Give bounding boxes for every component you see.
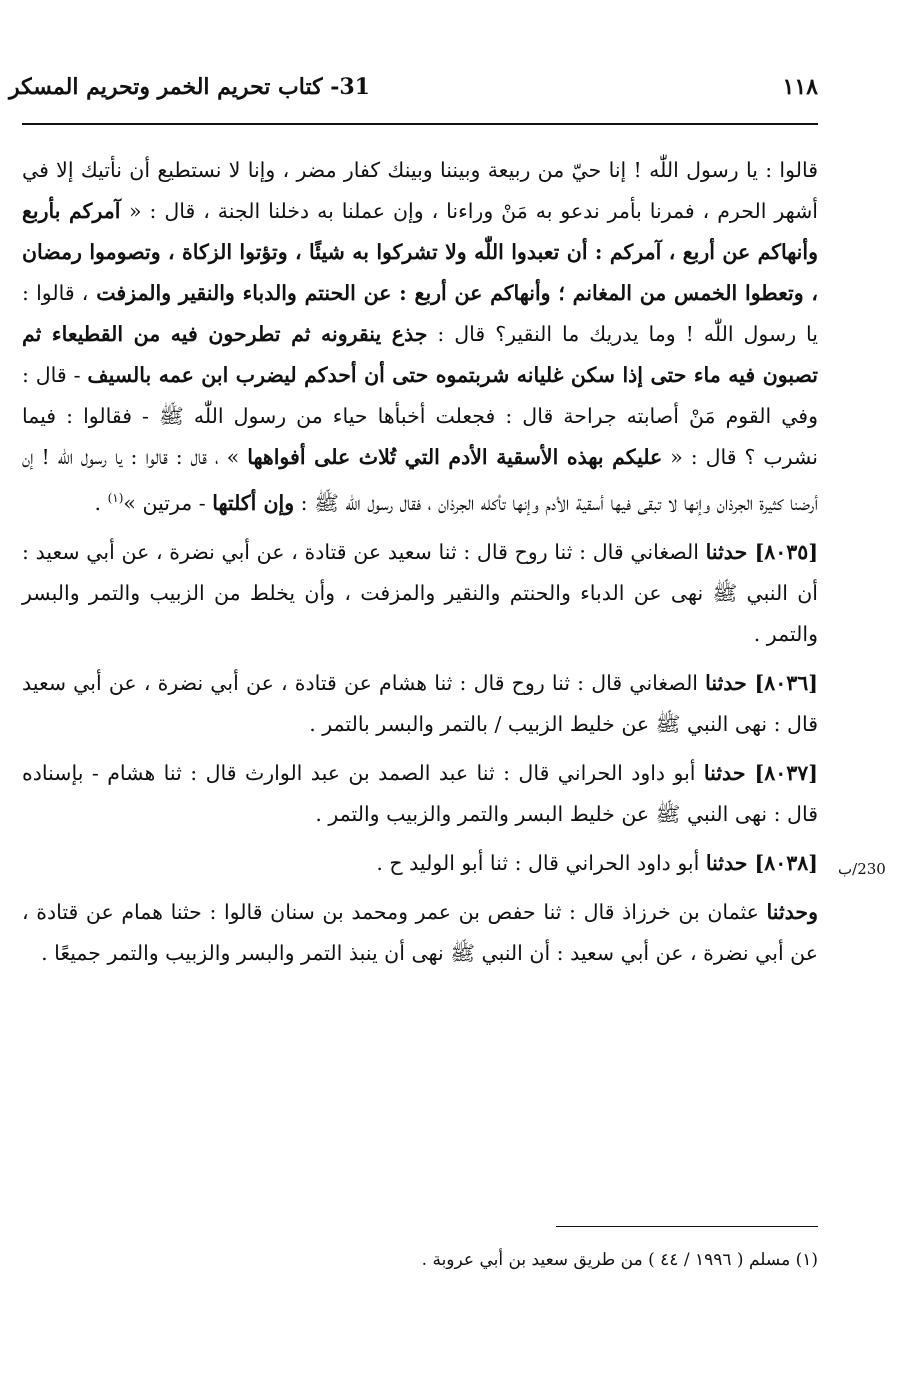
hadith-number: [٨٠٣٨] bbox=[754, 850, 818, 875]
page-header bbox=[9, 74, 818, 114]
main-text bbox=[22, 150, 818, 974]
paragraph-hadith-8038 bbox=[22, 843, 818, 884]
paragraph-hadith-8034-continued bbox=[22, 150, 818, 524]
narration-lead: حدثنا bbox=[705, 670, 755, 695]
paragraph-hadith-8036 bbox=[22, 663, 818, 745]
text-run: - قال : وفي القوم مَنْ أصابته جراحة قال : فجعلت أخبأها حياء من رسول اللّٰه ﷺ - فقالوا : فيما نشرب ؟ قال : « bbox=[22, 363, 818, 469]
header-divider bbox=[22, 123, 818, 125]
prophetic-speech: عليكم بهذه الأسقية الأدم التي تُلاث على أفواهها bbox=[247, 445, 663, 469]
manuscript-folio-marker: 230/ب bbox=[838, 860, 886, 878]
paragraph-hadith-8038-alt-chain bbox=[22, 892, 818, 974]
text-run: قالوا : يا رسول اللّٰه ! إنا حيّ من ربيعة وبيننا وبينك كفار مضر ، وإنا لا نستطيع أن نأتيك إلا في أشهر الحرم ، فمرنا بأمر ندعو به مَنْ وراءنا ، وإن عملنا به دخلنا الجنة ، قال : « bbox=[22, 158, 818, 223]
prophetic-speech: جذع ينقرونه ثم تطرحون فيه من القطيعاء ثم تصبون فيه ماء حتى إذا سكن غليانه شربتموه حتى أن أحدكم ليضرب ابن عمه بالسيف bbox=[22, 322, 819, 387]
text-run: الصغاني قال : ثنا روح قال : ثنا هشام عن قتادة ، عن أبي نضرة ، عن أبي سعيد قال : نهى النبي ﷺ عن خليط الزبيب / بالتمر والبسر بالتمر . bbox=[22, 670, 818, 736]
footnote-reference: (١) bbox=[107, 491, 124, 505]
narration-lead: حدثنا bbox=[703, 760, 755, 785]
page-number: ١١٨ bbox=[782, 74, 818, 100]
text-run: ، قالوا : يا رسول اللّٰه ! وما يدريك ما النقير؟ قال : bbox=[22, 281, 819, 346]
text-run: أبو داود الحراني قال : ثنا عبد الصمد بن عبد الوارث قال : ثنا هشام - بإسناده قال : نهى النبي ﷺ عن خليط البسر والتمر والزبيب والتمر . bbox=[22, 760, 818, 826]
hadith-number: [٨٠٣٦] bbox=[754, 670, 818, 695]
hadith-number: [٨٠٣٥] bbox=[754, 539, 819, 564]
paragraph-hadith-8037 bbox=[22, 753, 818, 835]
prophetic-speech: وإن أكلتها bbox=[212, 490, 295, 515]
text-run: - مرتين » bbox=[123, 490, 213, 515]
text-run: أبو داود الحراني قال : ثنا أبو الوليد ح . bbox=[376, 850, 706, 875]
footnote-divider bbox=[556, 1226, 818, 1227]
prophetic-speech: آمركم بأربع وأنهاكم عن أربع ، آمركم : أن تعبدوا اللّٰه ولا تشركوا به شيئًا ، وتؤتوا الزكاة ، وتصوموا رمضان ، وتعطوا الخمس من المغانم ؛ وأنهاكم عن أربع : عن الحنتم والدباء والنقير والمزفت bbox=[22, 199, 819, 305]
chapter-title: 31- كتاب تحريم الخمر وتحريم المسكر bbox=[9, 74, 370, 100]
text-run: » ، قال : قالوا : يا رسول اللّٰه ! إن أرضنا كثيرة الجرذان وإنها لا تبقى فيها أسقية الأدم وإنها تأكله الجرذان ، فقال رسول اللّٰه ﷺ : bbox=[22, 445, 818, 515]
narration-lead: حدثنا bbox=[705, 539, 755, 564]
paragraph-hadith-8035 bbox=[22, 532, 818, 655]
footnote: (١) مسلم ( ١٩٩٦ / ٤٤ ) من طريق سعيد بن أبي عروبة . bbox=[421, 1250, 818, 1270]
narration-lead: وحدثنا bbox=[766, 899, 818, 924]
narration-lead: حدثنا bbox=[705, 850, 755, 875]
hadith-number: [٨٠٣٧] bbox=[754, 760, 818, 785]
text-run: عثمان بن خرزاذ قال : ثنا حفص بن عمر ومحمد بن سنان قالوا : حثنا همام عن قتادة ، عن أبي نضرة ، عن أبي سعيد : أن النبي ﷺ نهى أن ينبذ التمر والبسر والزبيب والتمر جميعًا . bbox=[22, 899, 818, 965]
text-run: . bbox=[94, 490, 108, 515]
text-run: الصغاني قال : ثنا روح قال : ثنا سعيد عن قتادة ، عن أبي نضرة ، عن أبي سعيد : أن النبي ﷺ نهى عن الدباء والحنتم والنقير والمزفت ، وأن يخلط من الزبيب والتمر والبسر والتمر . bbox=[22, 539, 818, 646]
